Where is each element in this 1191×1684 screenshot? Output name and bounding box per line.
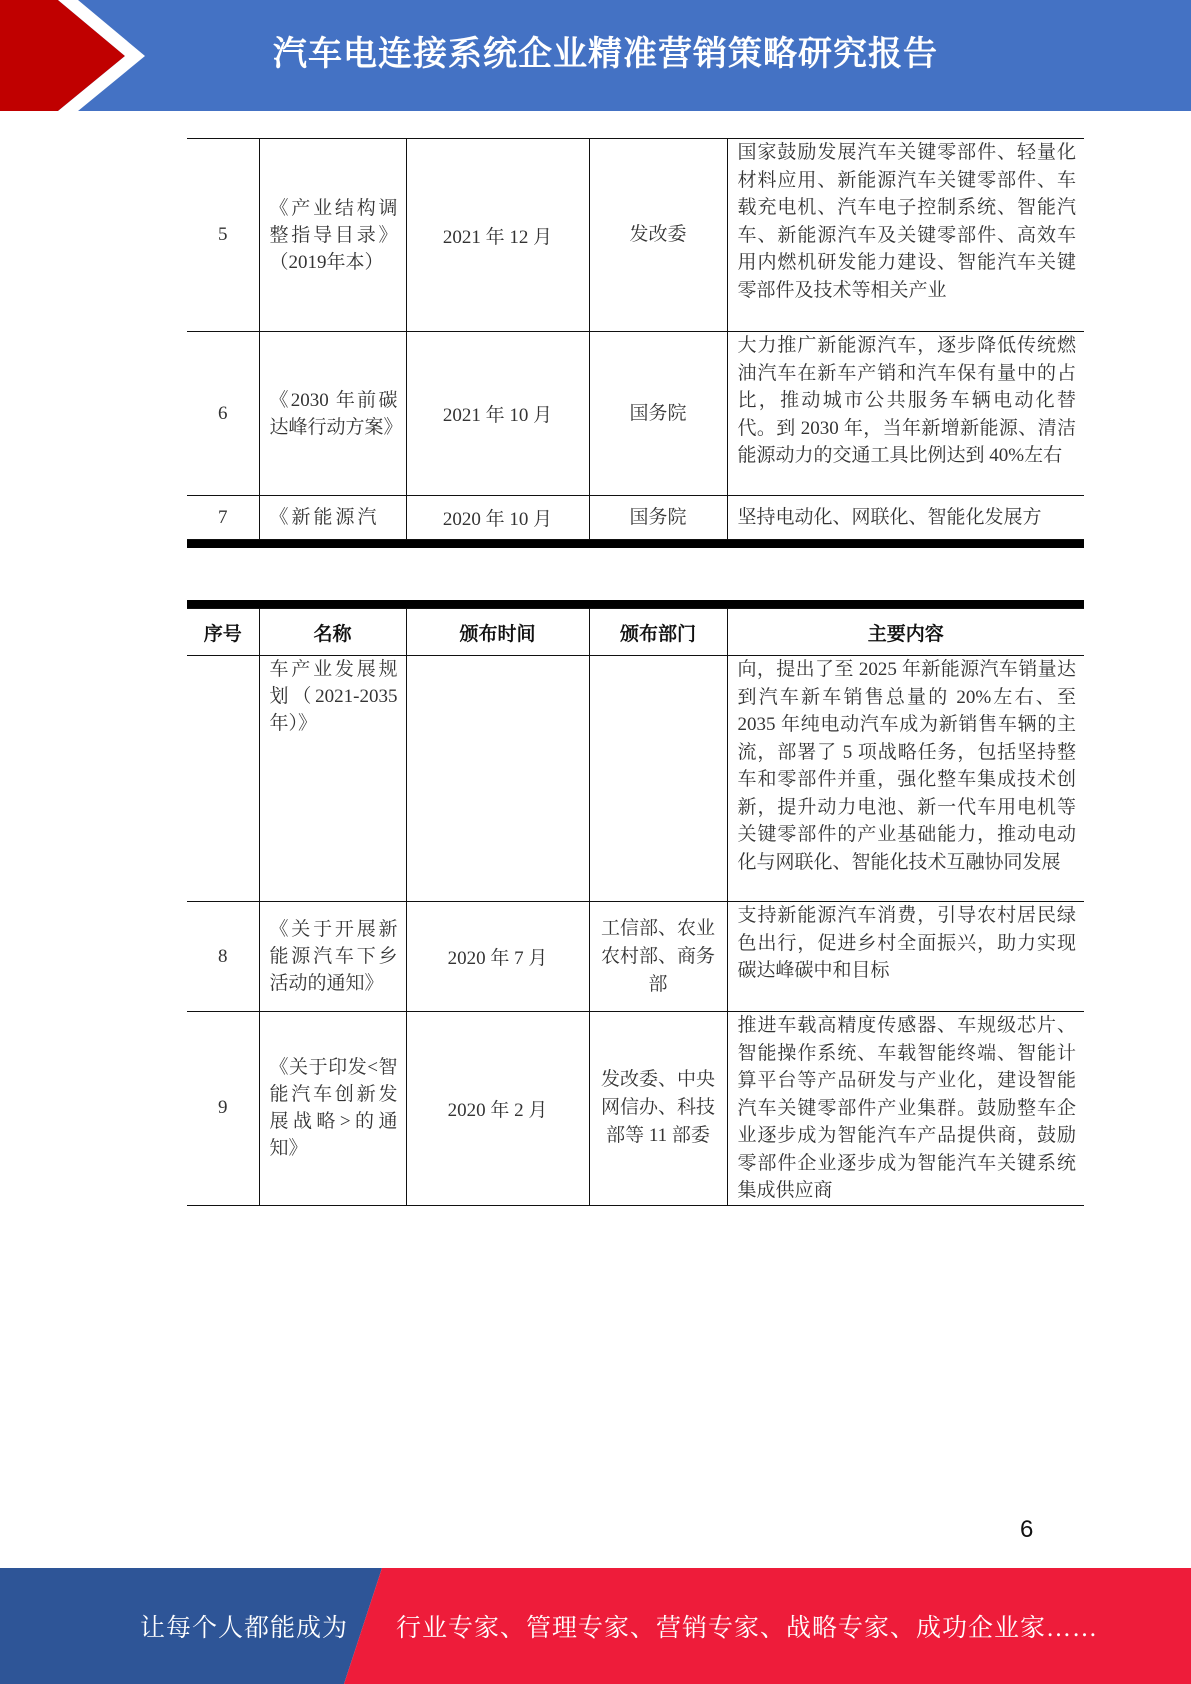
row-name: 《产业结构调整指导目录》（2019年本） [259,139,406,332]
row-seq [187,656,259,902]
row-dept [589,656,727,902]
row-content: 国家鼓励发展汽车关键零部件、轻量化材料应用、新能源汽车关键零部件、车载充电机、汽车电子控制系统、智能汽车、新能源汽车及关键零部件、高效车用内燃机研发能力建设、智能汽车关键零部件及技术等相关产业 [727,139,1084,332]
table-top-rule [187,600,1084,609]
footer-slogan-left: 让每个人都能成为 [140,1615,349,1642]
row-dept: 发改委、中央网信办、科技部等 11 部委 [589,1012,727,1206]
row-dept: 工信部、农业农村部、商务部 [589,902,727,1012]
row-seq: 8 [187,902,259,1012]
col-header-content: 主要内容 [727,609,1084,656]
row-date: 2021 年 12 月 [406,139,589,332]
row-seq: 6 [187,332,259,496]
row-seq: 7 [187,496,259,540]
row-name: 《2030 年前碳达峰行动方案》 [259,332,406,496]
page-footer [0,1568,1191,1684]
table-row [187,496,1084,540]
footer-slogan-right: 行业专家、管理专家、营销专家、战略专家、成功企业家…… [396,1615,1099,1642]
table-row [187,902,1084,1012]
row-name: 车产业发展规划（2021-2035年）》 [259,656,406,902]
report-title: 汽车电连接系统企业精准营销策略研究报告 [273,34,938,74]
table-row [187,1012,1084,1206]
policy-table-bottom [187,600,1084,1206]
table-row [187,656,1084,902]
row-content: 向，提出了至 2025 年新能源汽车销量达到汽车新车销售总量的 20%左右、至 2035 年纯电动汽车成为新销售车辆的主流，部署了 5 项战略任务，包括坚持整车和零部件并重，强化整车集成技术创新，提升动力电池、新一代车用电机等关键零部件的产业基础能力，推动电动化与网联化、智能化技术互融协同发展 [727,656,1084,902]
row-date: 2020 年 2 月 [406,1012,589,1206]
col-header-dept: 颁布部门 [589,609,727,656]
row-date: 2021 年 10 月 [406,332,589,496]
page-number: 6 [1020,1516,1034,1543]
row-date: 2020 年 10 月 [406,496,589,540]
row-name: 《新能源汽 [259,496,406,540]
table-row [187,139,1084,332]
policy-table-top [187,138,1084,548]
row-seq: 9 [187,1012,259,1206]
row-date: 2020 年 7 月 [406,902,589,1012]
table-bottom-rule [187,540,1084,549]
row-date [406,656,589,902]
col-header-seq: 序号 [187,609,259,656]
row-content: 大力推广新能源汽车，逐步降低传统燃油汽车在新车产销和汽车保有量中的占比，推动城市公共服务车辆电动化替代。到 2030 年，当年新增新能源、清洁能源动力的交通工具比例达到 40%左右 [727,332,1084,496]
row-dept: 发改委 [589,139,727,332]
page-header [0,0,1191,111]
table-header-row [187,609,1084,656]
col-header-date: 颁布时间 [406,609,589,656]
row-content: 支持新能源汽车消费，引导农村居民绿色出行，促进乡村全面振兴，助力实现碳达峰碳中和目标 [727,902,1084,1012]
row-seq: 5 [187,139,259,332]
col-header-name: 名称 [259,609,406,656]
row-dept: 国务院 [589,332,727,496]
row-content: 推进车载高精度传感器、车规级芯片、智能操作系统、车载智能终端、智能计算平台等产品研发与产业化，建设智能汽车关键零部件产业集群。鼓励整车企业逐步成为智能汽车产品提供商，鼓励零部件企业逐步成为智能汽车关键系统集成供应商 [727,1012,1084,1206]
row-name: 《关于开展新能源汽车下乡活动的通知》 [259,902,406,1012]
row-dept: 国务院 [589,496,727,540]
table-row [187,332,1084,496]
row-name: 《关于印发<智能汽车创新发展战略>的通知》 [259,1012,406,1206]
row-content: 坚持电动化、网联化、智能化发展方 [727,496,1084,540]
